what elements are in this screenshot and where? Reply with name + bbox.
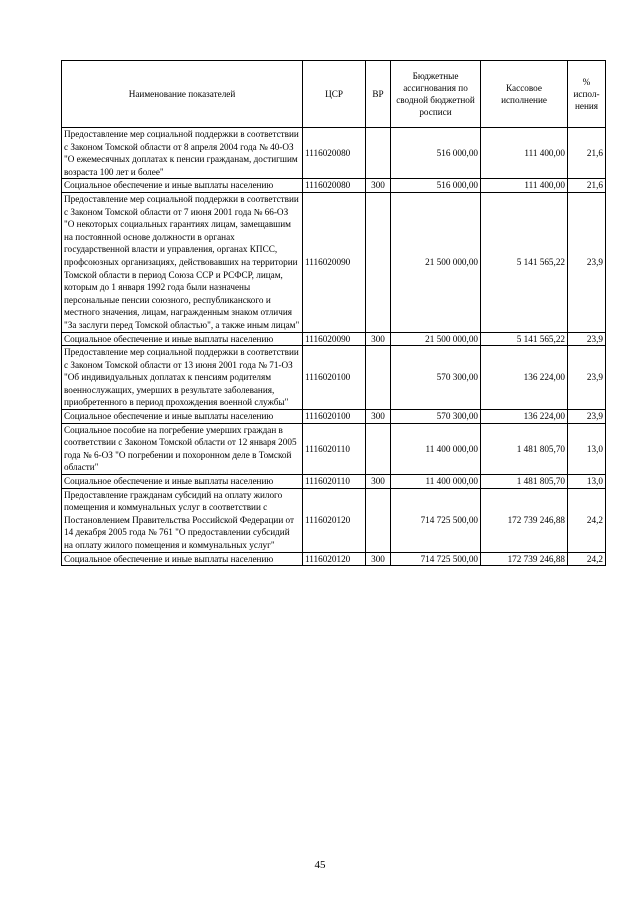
budget-execution-table xyxy=(61,60,606,566)
row-name: Социальное обеспечение и иные выплаты населению xyxy=(62,179,303,193)
table-row xyxy=(62,128,606,179)
header-budget: Бюджетные ассигнования по сводной бюджетной росписи xyxy=(391,61,481,128)
table-row xyxy=(62,410,606,424)
row-name: Социальное обеспечение и иные выплаты населению xyxy=(62,475,303,489)
row-name: Предоставление мер социальной поддержки в соответствии с Законом Томской области от 7 июня 2001 года № 66-ОЗ "О некоторых социальных гарантиях лицам, замещавшим на постоянной основе должности в органах государственной власти и управления, органах КПСС, профсоюзных организациях, действовавших на территории Томской области в период Союза ССР и РСФСР, лицам, которым до 1 января 1992 года были назначены персональные пенсии союзного, республиканского и местного значения, лицам, награжденным знаком отличия "За заслуги перед Томской областью", а также иным лицам" xyxy=(62,192,303,332)
row-cash: 136 224,00 xyxy=(481,410,568,424)
row-vr xyxy=(366,346,391,410)
header-vr: ВР xyxy=(366,61,391,128)
row-vr: 300 xyxy=(366,475,391,489)
row-pct: 13,0 xyxy=(568,423,606,474)
row-pct: 23,9 xyxy=(568,192,606,332)
row-csr: 1116020110 xyxy=(303,475,366,489)
table-row xyxy=(62,475,606,489)
row-name: Предоставление мер социальной поддержки в соответствии с Законом Томской области от 8 апреля 2004 года № 40-ОЗ "О ежемесячных доплатах к пенсии гражданам, достигшим возраста 100 лет и более" xyxy=(62,128,303,179)
row-vr: 300 xyxy=(366,410,391,424)
row-budget: 570 300,00 xyxy=(391,346,481,410)
row-vr xyxy=(366,423,391,474)
table-row xyxy=(62,346,606,410)
row-pct: 13,0 xyxy=(568,475,606,489)
row-cash: 5 141 565,22 xyxy=(481,192,568,332)
row-cash: 5 141 565,22 xyxy=(481,332,568,346)
page-number: 45 xyxy=(314,859,326,871)
row-cash: 172 739 246,88 xyxy=(481,488,568,552)
table-row xyxy=(62,488,606,552)
row-name: Социальное обеспечение и иные выплаты населению xyxy=(62,552,303,566)
row-csr: 1116020100 xyxy=(303,346,366,410)
row-budget: 714 725 500,00 xyxy=(391,552,481,566)
row-cash: 111 400,00 xyxy=(481,179,568,193)
header-name: Наименование показателей xyxy=(62,61,303,128)
row-csr: 1116020090 xyxy=(303,332,366,346)
table-row xyxy=(62,179,606,193)
row-pct: 24,2 xyxy=(568,552,606,566)
row-cash: 1 481 805,70 xyxy=(481,475,568,489)
row-csr: 1116020100 xyxy=(303,410,366,424)
row-budget: 11 400 000,00 xyxy=(391,423,481,474)
table-header-row xyxy=(62,61,606,128)
row-vr: 300 xyxy=(366,179,391,193)
row-budget: 714 725 500,00 xyxy=(391,488,481,552)
row-csr: 1116020090 xyxy=(303,192,366,332)
row-name: Предоставление гражданам субсидий на оплату жилого помещения и коммунальных услуг в соответствии с Постановлением Правительства Российской Федерации от 14 декабря 2005 года № 761 "О предоставлении субсидий на оплату жилого помещения и коммунальных услуг" xyxy=(62,488,303,552)
row-pct: 24,2 xyxy=(568,488,606,552)
row-csr: 1116020120 xyxy=(303,552,366,566)
row-pct: 23,9 xyxy=(568,346,606,410)
table-row xyxy=(62,552,606,566)
row-pct: 23,9 xyxy=(568,410,606,424)
row-budget: 516 000,00 xyxy=(391,128,481,179)
row-pct: 21,6 xyxy=(568,128,606,179)
row-csr: 1116020080 xyxy=(303,179,366,193)
row-csr: 1116020120 xyxy=(303,488,366,552)
row-budget: 570 300,00 xyxy=(391,410,481,424)
row-cash: 111 400,00 xyxy=(481,128,568,179)
row-vr: 300 xyxy=(366,332,391,346)
table-row xyxy=(62,332,606,346)
row-pct: 21,6 xyxy=(568,179,606,193)
header-pct: % испол-нения xyxy=(568,61,606,128)
row-cash: 1 481 805,70 xyxy=(481,423,568,474)
row-csr: 1116020080 xyxy=(303,128,366,179)
header-csr: ЦСР xyxy=(303,61,366,128)
row-name: Социальное обеспечение и иные выплаты населению xyxy=(62,332,303,346)
row-name: Предоставление мер социальной поддержки в соответствии с Законом Томской области от 13 июня 2001 года № 71-ОЗ "Об индивидуальных доплатах к пенсиям родителям военнослужащих, умерших в результате заболевания, приобретенного в период прохождения военной службы" xyxy=(62,346,303,410)
table-row xyxy=(62,192,606,332)
header-cash: Кассовое исполнение xyxy=(481,61,568,128)
row-vr xyxy=(366,128,391,179)
row-name: Социальное пособие на погребение умерших граждан в соответствии с Законом Томской области от 12 января 2005 года № 6-ОЗ "О погребении и похоронном деле в Томской области" xyxy=(62,423,303,474)
row-vr xyxy=(366,488,391,552)
row-budget: 11 400 000,00 xyxy=(391,475,481,489)
table-row xyxy=(62,423,606,474)
row-cash: 136 224,00 xyxy=(481,346,568,410)
row-budget: 516 000,00 xyxy=(391,179,481,193)
row-cash: 172 739 246,88 xyxy=(481,552,568,566)
row-vr xyxy=(366,192,391,332)
row-csr: 1116020110 xyxy=(303,423,366,474)
row-name: Социальное обеспечение и иные выплаты населению xyxy=(62,410,303,424)
row-pct: 23,9 xyxy=(568,332,606,346)
row-budget: 21 500 000,00 xyxy=(391,332,481,346)
row-budget: 21 500 000,00 xyxy=(391,192,481,332)
row-vr: 300 xyxy=(366,552,391,566)
